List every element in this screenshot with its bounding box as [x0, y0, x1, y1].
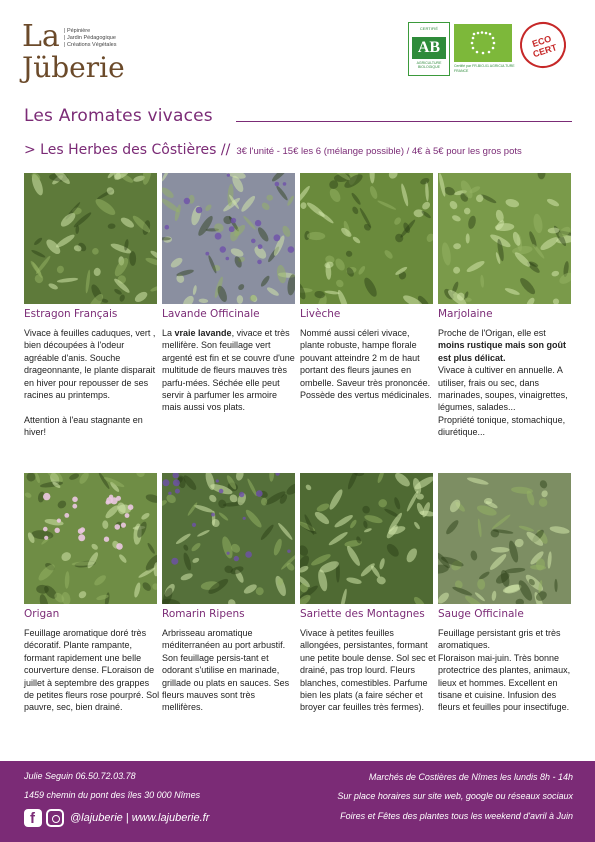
logo-line2: Jüberie [22, 51, 125, 84]
footer [0, 761, 595, 842]
plant-photo [438, 173, 571, 304]
plant-name: Estragon Français [24, 308, 118, 320]
plant-name: Sariette des Montagnes [300, 608, 425, 620]
plant-name: Livèche [300, 308, 341, 320]
description-text: Vivace à cultiver en annuelle. A utiliser, frais ou sec, dans marinades, soupes, vinaigrettes, légumes, salades... Propriété tonique, stomachique, diurétique... [438, 365, 568, 438]
onsite-info: Sur place horaires sur site web, google ou réseaux sociaux [337, 791, 573, 801]
description-text: La [162, 328, 175, 338]
ab-label: AGRICULTURE BIOLOGIQUE [416, 61, 442, 69]
eu-leaf-icon [454, 24, 512, 62]
ab-certification-logo [408, 22, 450, 76]
social-handle[interactable]: @lajuberie | www.lajuberie.fr [70, 812, 210, 824]
certification-logos [408, 22, 578, 78]
description-highlight: moins rustique mais son goût est plus délicat. [438, 340, 567, 363]
fairs-info: Foires et Fêtes des plantes tous les weekend d'avril à Juin [340, 811, 573, 821]
plant-description [162, 327, 298, 414]
ab-top-label: CERTIFIÉ [419, 26, 439, 31]
instagram-icon[interactable] [46, 809, 64, 827]
price-info: 3€ l'unité - 15€ les 6 (mélange possible) / 4€ à 5€ pour les gros pots [236, 146, 522, 157]
logo-tagline-1: | Pépinière [64, 28, 91, 34]
section-subtitle [24, 141, 522, 159]
plant-photo [24, 173, 157, 304]
plant-description: Feuillage aromatique doré très décoratif. Plante rampante, formant rapidement une belle courverture dense. FLoraison de juillet à septembre des grappes de petites fleurs rose pourpré. Sol pauvre, sec, bien drainé. [24, 628, 160, 713]
eu-organic-logo [454, 24, 512, 62]
plant-description: Nommé aussi céleri vivace, plante robuste, hampe florale pouvant atteindre 2 m de haut portant des fleurs jaunes en ombelle. Saveur très prononcée. Possède des vertus médicinales. [300, 328, 432, 401]
title-divider [236, 121, 572, 122]
ecocert-logo: ECO CERT [514, 16, 572, 74]
logo-tagline-2: | Jardin Pédagogique [64, 35, 116, 41]
social-links [24, 809, 209, 829]
plant-photo [24, 473, 157, 604]
logo [22, 19, 132, 86]
plant-name: Origan [24, 608, 60, 620]
plant-photo [162, 173, 295, 304]
market-info: Marchés de Costières de Nîmes les lundis 8h - 14h [368, 772, 573, 782]
facebook-icon[interactable]: f [24, 809, 42, 827]
description-highlight: vraie lavande [174, 328, 232, 338]
ab-mark: AB [412, 37, 446, 59]
plant-description: Feuillage persistant gris et très aromatiques. Floraison mai-juin. Très bonne protectrice des plantes, animaux, lieux et hommes. Excellent en tisane et cuisine. Infusion des fleurs et feuilles pour insectifuge. [438, 628, 571, 713]
plant-name: Lavande Officinale [162, 308, 260, 320]
subtitle-main: > Les Herbes des Côstières // [24, 142, 231, 158]
plant-description: Vivace à feuilles caduques, vert , bien découpées à l'odeur agréable d'anis. Souche drageonnante, le plante disparait en hiver pour repousser de ses racines au printemps. Attention à l'eau stagnante en hiver! [24, 328, 156, 438]
page-title: Les Aromates vivaces [24, 106, 213, 126]
plant-photo [300, 473, 433, 604]
plant-name: Marjolaine [438, 308, 493, 320]
plant-photo [162, 473, 295, 604]
plant-description: Arbrisseau aromatique méditerranéen au port arbustif. Son feuillage persis-tant et odorant s'utilise en marinade, grillade ou plats en sauces. Ses fleurs mauves sont très mellifères. [162, 628, 290, 713]
plant-name: Sauge Officinale [438, 608, 524, 620]
logo-line1: La [22, 19, 60, 54]
plant-name: Romarin Ripens [162, 608, 245, 620]
address: 1459 chemin du pont des îles 30 000 Nîmes [24, 790, 201, 800]
plant-photo [300, 173, 433, 304]
plant-photo [438, 473, 571, 604]
description-text: , vivace et très mellifère. Son feuillage vert argenté est fin et se couvre d'une multitude de fleurs mauves très parfu-mées. Séchée elle peut servir à parfumer les armoire mais aussi vos plats. [162, 328, 295, 413]
plant-description [438, 327, 574, 439]
contact-phone: Julie Seguin 06.50.72.03.78 [24, 771, 136, 781]
eu-certification-text: Certifié par FR-BIO-01 AGRICULTURE FRANCE [454, 64, 515, 73]
description-text: Proche de l'Origan, elle est [438, 328, 546, 338]
logo-tagline-3: | Créations Végétales [64, 42, 117, 48]
plant-description: Vivace à petites feuilles allongées, persistantes, formant une petite boule dense. Sol sec et drainé, pas trop lourd. Fleurs blanches, comestibles. Parfume bien les plats (a faire sécher et broyer car feuilles très fermes). [300, 628, 436, 713]
